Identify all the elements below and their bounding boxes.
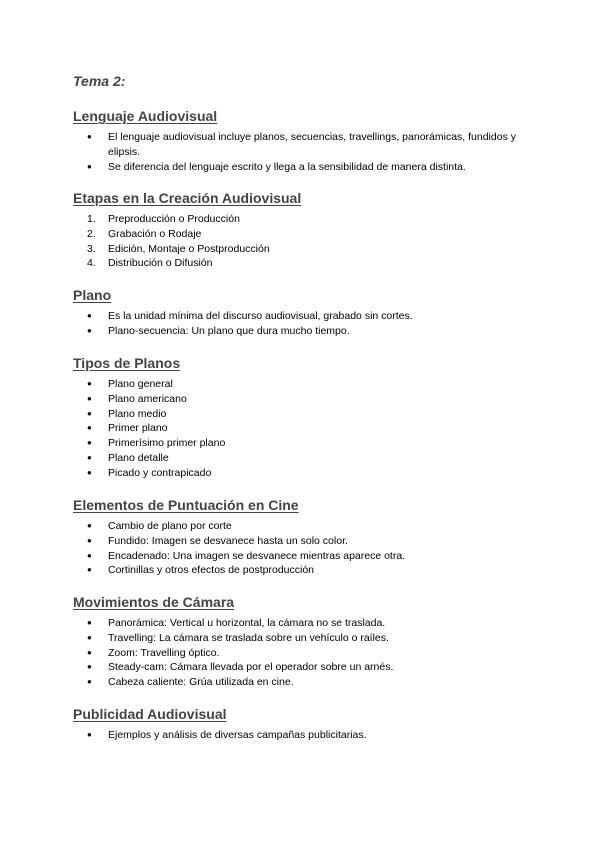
list-item: ● Fundido: Imagen se desvanece hasta un solo color. — [73, 534, 543, 549]
bullet-list — [73, 728, 543, 743]
bullet-list — [73, 130, 543, 174]
list-item: ● El lenguaje audiovisual incluye planos, secuencias, travellings, panorámicas, fundidos y elipsis. — [73, 130, 543, 160]
section-elementos-puntuacion — [73, 497, 543, 578]
bullet-list — [73, 377, 543, 481]
section-heading: Plano — [73, 287, 112, 303]
list-number: 1. — [87, 213, 96, 225]
list-item-text: Edición, Montaje o Postproducción — [108, 242, 270, 255]
section-etapas-creacion — [73, 190, 543, 271]
bullet-list — [73, 616, 543, 690]
list-number: 4. — [87, 257, 96, 270]
list-item: ● Ejemplos y análisis de diversas campañas publicitarias. — [73, 728, 543, 743]
list-item-text: Grabación o Rodaje — [108, 227, 202, 240]
list-item: ● Zoom: Travelling óptico. — [73, 646, 543, 661]
list-item: ● Picado y contrapicado — [73, 466, 543, 481]
list-item: ● Es la unidad mínima del discurso audiovisual, grabado sin cortes. — [73, 309, 543, 324]
list-item: ● Panorámica: Vertical u horizontal, la cámara no se traslada. — [73, 616, 543, 631]
section-publicidad-audiovisual — [73, 706, 543, 743]
list-number: 2. — [87, 227, 96, 240]
list-item: ● Cambio de plano por corte — [73, 519, 543, 534]
list-number: 3. — [87, 242, 96, 255]
list-item: ● Primer plano — [73, 421, 543, 436]
list-item: ● Plano medio — [73, 407, 543, 422]
section-heading: Elementos de Puntuación en Cine — [73, 497, 299, 513]
list-item: ● Primerísimo primer plano — [73, 436, 543, 451]
list-item: ● Plano americano — [73, 392, 543, 407]
list-item — [73, 227, 543, 242]
list-item: ● Cabeza caliente: Grúa utilizada en cine. — [73, 675, 543, 690]
list-item — [73, 256, 543, 271]
list-item: ● Plano general — [73, 377, 543, 392]
list-item: ● Steady-cam: Cámara llevada por el operador sobre un arnés. — [73, 660, 543, 675]
section-lenguaje-audiovisual — [73, 108, 543, 174]
section-tipos-de-planos — [73, 355, 543, 481]
section-heading: Etapas en la Creación Audiovisual — [73, 190, 302, 206]
section-heading: Lenguaje Audiovisual — [73, 108, 218, 124]
list-item: ● Cortinillas y otros efectos de postproducción — [73, 563, 543, 578]
document-title: Tema 2: — [73, 73, 126, 89]
list-item — [73, 212, 543, 227]
bullet-list — [73, 519, 543, 578]
section-movimientos-camara — [73, 594, 543, 690]
list-item: ● Plano detalle — [73, 451, 543, 466]
section-plano — [73, 287, 543, 339]
list-item-text: Preproducción o Producción — [108, 213, 240, 225]
list-item: ● Plano-secuencia: Un plano que dura mucho tiempo. — [73, 324, 543, 339]
list-item: ● Encadenado: Una imagen se desvanece mientras aparece otra. — [73, 549, 543, 564]
list-item-text: Distribución o Difusión — [108, 257, 213, 270]
list-item: ● Se diferencia del lenguaje escrito y llega a la sensibilidad de manera distinta. — [73, 160, 543, 175]
section-heading: Movimientos de Cámara — [73, 594, 235, 610]
bullet-list — [73, 309, 543, 339]
list-item: ● Travelling: La cámara se traslada sobre un vehículo o raíles. — [73, 631, 543, 646]
section-heading: Tipos de Planos — [73, 355, 181, 371]
list-item — [73, 242, 543, 257]
numbered-list — [73, 212, 543, 271]
section-heading: Publicidad Audiovisual — [73, 706, 227, 722]
